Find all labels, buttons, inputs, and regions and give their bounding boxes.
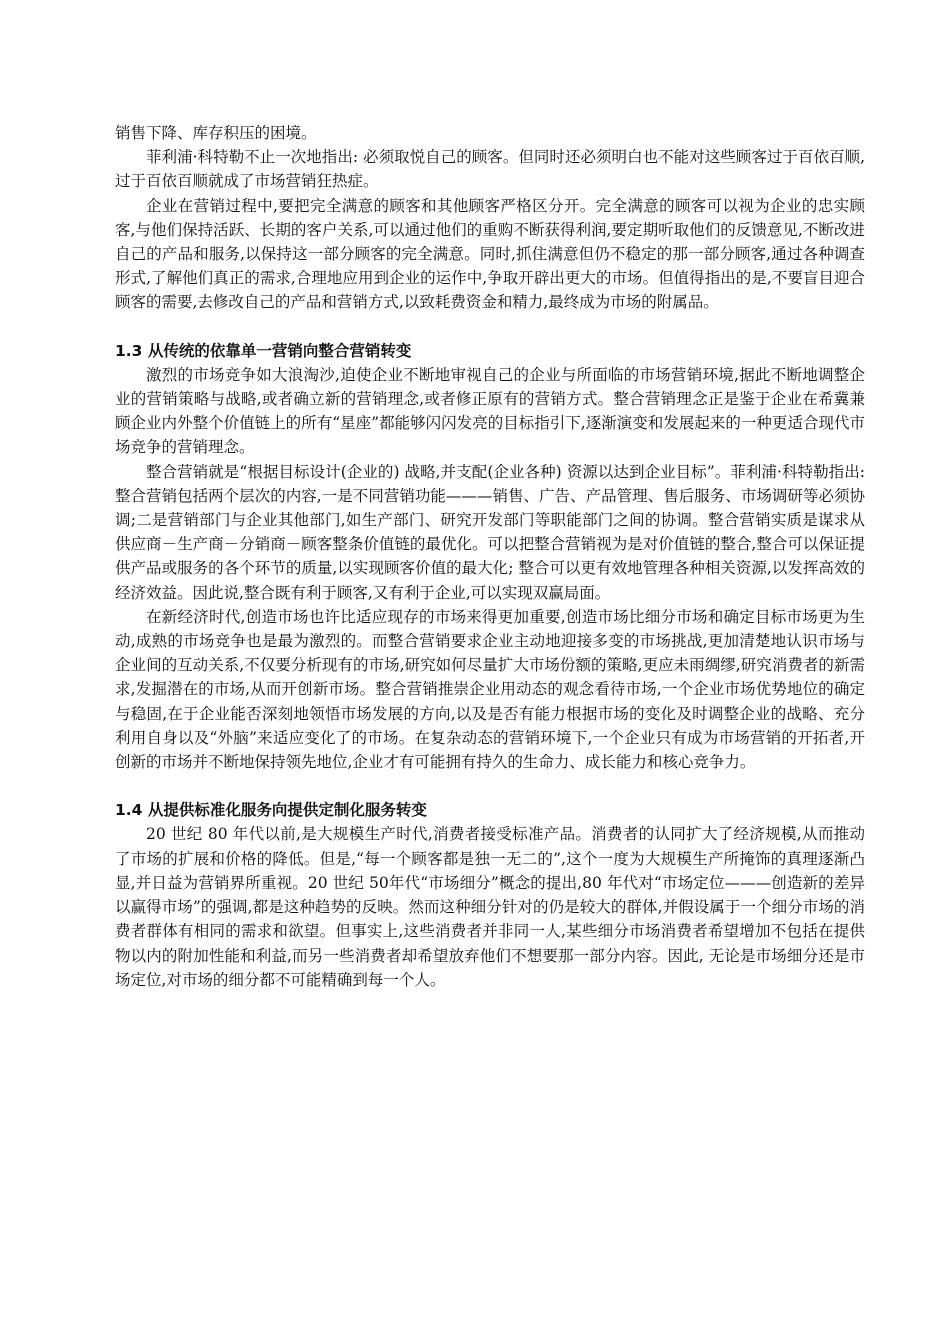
section-heading-1-3: 1.3 从传统的依靠单一营销向整合营销转变 <box>115 341 412 360</box>
paragraph-kotler-quote: 菲利浦·科特勒不止一次地指出: 必须取悦自己的顾客。但同时还必须明白也不能对这些顾客过于百依百顺,过于百依百顺就成了市场营销狂热症。 <box>115 148 865 191</box>
paragraph-market-competition: 激烈的市场竞争如大浪淘沙,迫使企业不断地审视自己的企业与所面临的市场营销环境,据此不断地调整企业的营销策略与战略,或者确立新的营销理念,或者修正原有的营销方式。整合营销理念正是鉴于企业在希冀兼顾企业内外整个价值链上的所有“星座”都能够闪闪发亮的目标指引下,逐渐演变和发展起来的一种更适合现代市场竞争的营销理念。 <box>115 365 865 457</box>
section-heading-1-4: 1.4 从提供标准化服务向提供定制化服务转变 <box>115 801 427 820</box>
paragraph-customer-segmentation: 企业在营销过程中,要把完全满意的顾客和其他顾客严格区分开。完全满意的顾客可以视为企业的忠实顾客,与他们保持活跃、长期的客户关系,可以通过他们的重购不断获得利润,要定期听取他们的反馈意见,不断改进自己的产品和服务,以保持这一部分顾客的完全满意。同时,抓住满意但仍不稳定的那一部分顾客,通过各种调查形式,了解他们真正的需求,合理地应用到企业的运作中,争取开辟出更大的市场。但值得指出的是,不要盲目迎合顾客的需要,去修改自己的产品和营销方式,以致耗费资金和精力,最终成为市场的附属品。 <box>115 196 865 312</box>
paragraph-mass-production: 20 世纪 80 年代以前,是大规模生产时代,消费者接受标准产品。消费者的认同扩大了经济规模,从而推动了市场的扩展和价格的降低。但是,“每一个顾客都是独一无二的”,这个一度为大规模生产所掩饰的真理逐渐凸显,并日益为营销界所重视。20 世纪 50年代“市场细分”概念的提出,80 年代对“市场定位———创造新的差异以赢得市场”的强调,都是这种趋势的反映。然而这种细分针对的仍是较大的群体,并假设属于一个细分市场的消费者群体有相同的需求和欲望。但事实上,这些消费者并非同一人,某些细分市场消费者希望增加不包括在提供物以内的附加性能和利益,而另一些消费者却希望放弃他们不想要那一部分内容。因此, 无论是市场细分还是市场定位,对市场的细分都不可能精确到每一个人。 <box>115 825 865 989</box>
section-spacer <box>115 315 865 339</box>
paragraph-integrated-marketing-definition: 整合营销就是“根据目标设计(企业的) 战略,并支配(企业各种) 资源以达到企业目标”。菲利浦·科特勒指出:整合营销包括两个层次的内容,一是不同营销功能———销售、广告、产品管理、售后服务、市场调研等必须协调;二是营销部门与企业其他部门,如生产部门、研究开发部门等职能部门之间的协调。整合营销实质是谋求从供应商－生产商－分销商－顾客整条价值链的最优化。可以把整合营销视为是对价值链的整合,整合可以保证提供产品或服务的各个环节的质量,以实现顾客价值的最大化; 整合可以更有效地管理各种相关资源,以发挥高效的经济效益。因此说,整合既有利于顾客,又有利于企业,可以实现双赢局面。 <box>115 462 865 602</box>
section-spacer <box>115 774 865 798</box>
document-page <box>115 121 865 992</box>
paragraph-continuation: 销售下降、库存积压的困境。 <box>115 124 317 142</box>
paragraph-new-economy: 在新经济时代,创造市场也许比适应现存的市场来得更加重要,创造市场比细分市场和确定目标市场更为生动,成熟的市场竞争也是最为激烈的。而整合营销要求企业主动地迎接多变的市场挑战,更加清楚地认识市场与企业间的互动关系,不仅要分析现有的市场,研究如何尽量扩大市场份额的策略,更应未雨绸缪,研究消费者的新需求,发掘潜在的市场,从而开创新市场。整合营销推崇企业用动态的观念看待市场,一个企业市场优势地位的确定与稳固,在于企业能否深刻地领悟市场发展的方向,以及是否有能力根据市场的变化及时调整企业的战略、充分利用自身以及“外脑”来适应变化了的市场。在复杂动态的营销环境下,一个企业只有成为市场营销的开拓者,开创新的市场并不断地保持领先地位,企业才有可能拥有持久的生命力、成长能力和核心竞争力。 <box>115 607 865 772</box>
